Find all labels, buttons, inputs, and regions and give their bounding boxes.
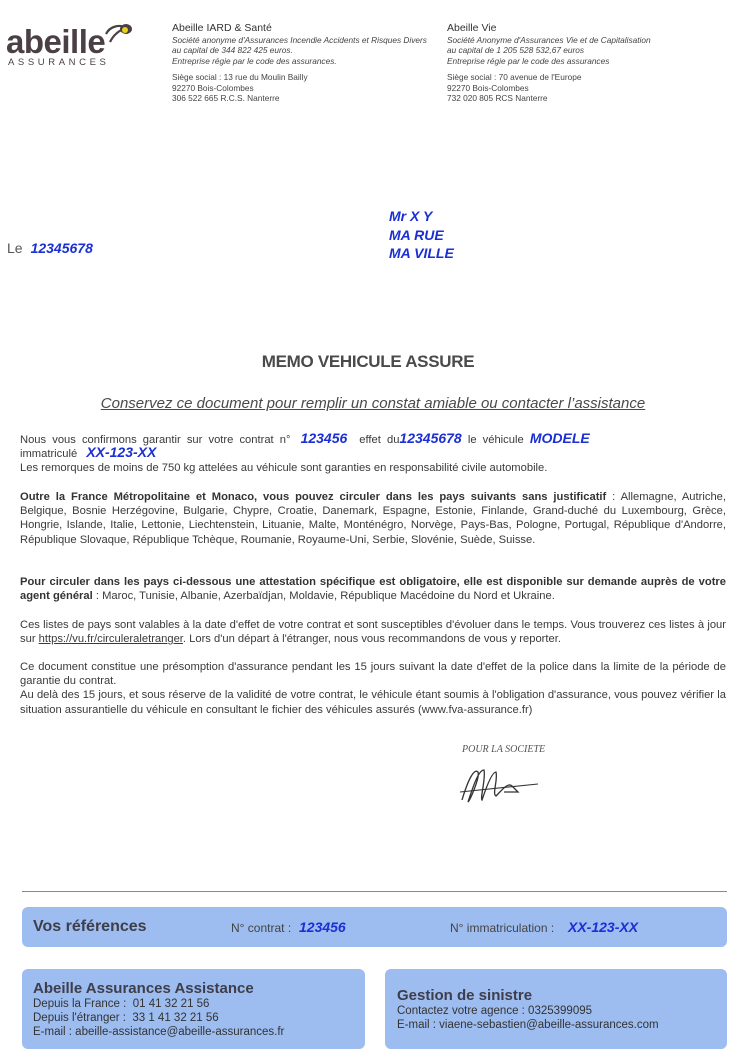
company-iard-name: Abeille IARD & Santé: [172, 22, 272, 34]
countries-attest-heading: Pour circuler dans les pays ci-dessous une attestation spécifique est obligatoire, elle est disponible sur demande auprès de votre agent général: [20, 576, 726, 603]
recipient-street: MA RUE: [389, 226, 444, 243]
signature-image: [456, 760, 546, 808]
confirm-text-1: Nous vous confirmons garantir sur votre contrat n°: [20, 434, 291, 446]
references-heading: Vos références: [33, 918, 147, 935]
assistance-email: E-mail : abeille-assistance@abeille-assurances.fr: [33, 1026, 285, 1038]
footer-divider: [22, 891, 727, 892]
company-vie-city: 92270 Bois-Colombes: [447, 82, 529, 93]
company-iard-desc: Société anonyme d'Assurances Incendie Accidents et Risques Divers: [172, 35, 427, 45]
ref-contract-value: 123456: [299, 919, 346, 935]
ref-plate-value: XX-123-XX: [568, 919, 639, 935]
ref-contract-label: N° contrat :: [231, 921, 292, 935]
trailer-text: Les remorques de moins de 750 kg attelées au véhicule sont garanties en responsabilité civile automobile.: [20, 462, 548, 475]
recipient-city: MA VILLE: [389, 245, 454, 261]
lists-note-paragraph: [20, 618, 726, 646]
company-iard-capital: au capital de 344 822 425 euros.: [172, 45, 293, 56]
company-vie-capital: au capital de 1 205 528 532,67 euros: [447, 45, 585, 56]
confirm-text-2: effet du: [359, 434, 400, 446]
countries-attest-list: : Maroc, Tunisie, Albanie, Azerbaïdjan, Moldavie, République Macédoine du Nord et Ukraine.: [92, 590, 555, 603]
confirm-text-4: immatriculé: [20, 448, 78, 461]
references-box: [22, 907, 727, 947]
claims-email: E-mail : viaene-sebastien@abeille-assurances.com: [397, 1019, 659, 1031]
company-vie-desc: Société Anonyme d'Assurances Vie et de Capitalisation: [447, 35, 651, 45]
recipient-name: Mr X Y: [389, 208, 433, 224]
date-value: 12345678: [30, 240, 93, 256]
page-title: MEMO VEHICULE ASSURE: [261, 352, 475, 371]
countries-free-list: : Allemagne, Autriche, Belgique, Bosnie Herzégovine, Bulgarie, Chypre, Croatie, Danemark, Espagne, Estonie, Finlande, Grand-duché du Luxembourg, Grèce, Hongrie, Islande, Italie, Lettonie, Liechtenstein, Lituanie, Malte, Monténégro, Norvège, Pays-Bas, Pologne, Portugal, République d'Andorre, République Slovaque, République Tchèque, Roumanie, Royaume-Uni, Serbie, Slovénie, Suède, Suisse.: [20, 491, 726, 546]
confirm-text-3: le véhicule: [467, 434, 524, 446]
ref-plate-label: N° immatriculation :: [450, 921, 555, 935]
company-vie-regime: Entreprise régie par le code des assurances: [447, 55, 610, 66]
signature-label: POUR LA SOCIETE: [462, 744, 546, 755]
company-iard-siege: Siège social : 13 rue du Moulin Bailly: [172, 72, 308, 83]
letter-date: [7, 240, 93, 256]
recipient-address: [389, 207, 454, 263]
contract-number: 123456: [300, 430, 348, 446]
confirmation-paragraph: [20, 431, 726, 476]
assistance-box: [22, 969, 365, 1049]
company-iard-city: 92270 Bois-Colombes: [172, 82, 254, 93]
bee-logo-icon: [104, 20, 134, 46]
vehicle-plate: XX-123-XX: [86, 444, 157, 461]
lists-note-text-2: . Lors d'un départ à l'étranger, nous vous recommandons de vous y reporter.: [182, 633, 561, 646]
assistance-heading: Abeille Assurances Assistance: [33, 980, 254, 997]
vehicle-model: MODELE: [529, 430, 590, 446]
company-vie-name: Abeille Vie: [447, 22, 497, 34]
countries-free-heading: Outre la France Métropolitaine et Monaco, vous pouvez circuler dans les pays suivants sans justificatif: [20, 491, 607, 503]
claims-box: [385, 969, 727, 1049]
presumption-text-1: Ce document constitue une présomption d'assurance pendant les 15 jours suivant la date d'effet de la police dans la limite de la période de garantie du contrat.: [20, 661, 726, 688]
logo-wordmark: abeille: [6, 23, 106, 60]
company-vie-block: [447, 22, 707, 103]
company-iard-block: [172, 22, 432, 103]
countries-attest-paragraph: [20, 575, 726, 603]
company-vie-rcs: 732 020 805 RCS Nanterre: [447, 93, 548, 104]
countries-free-paragraph: [20, 490, 726, 547]
presumption-paragraph: [20, 660, 726, 717]
page-subtitle: Conservez ce document pour remplir un constat amiable ou contacter l’assistance: [100, 395, 646, 412]
presumption-text-2: Au delà des 15 jours, et sous réserve de la validité de votre contrat, le véhicule étant soumis à l'obligation d'assurance, vous pouvez vérifier la situation assurantielle du véhicule en consultant le fichier des véhicules assurés (www.fva-assurance.fr): [20, 689, 726, 716]
effect-date: 12345678: [399, 430, 462, 446]
company-vie-siege: Siège social : 70 avenue de l'Europe: [447, 72, 582, 83]
lists-note-text-1: Ces listes de pays sont valables à la date d'effet de votre contrat et sont susceptibles d'évoluer dans le temps. Vous trouverez ces listes à jour sur: [20, 619, 726, 646]
circuler-link[interactable]: https://vu.fr/circuleraletranger: [38, 633, 183, 646]
claims-heading: Gestion de sinistre: [397, 987, 533, 1004]
company-iard-rcs: 306 522 665 R.C.S. Nanterre: [172, 93, 280, 104]
assistance-abroad-phone: Depuis l'étranger : 33 1 41 32 21 56: [33, 1012, 219, 1024]
date-label: Le: [7, 240, 23, 256]
assistance-france-phone: Depuis la France : 01 41 32 21 56: [33, 998, 210, 1010]
claims-agency-phone: Contactez votre agence : 0325399095: [397, 1005, 593, 1017]
company-iard-regime: Entreprise régie par le code des assurances.: [172, 55, 337, 66]
logo-subtitle: ASSURANCES: [8, 57, 110, 68]
